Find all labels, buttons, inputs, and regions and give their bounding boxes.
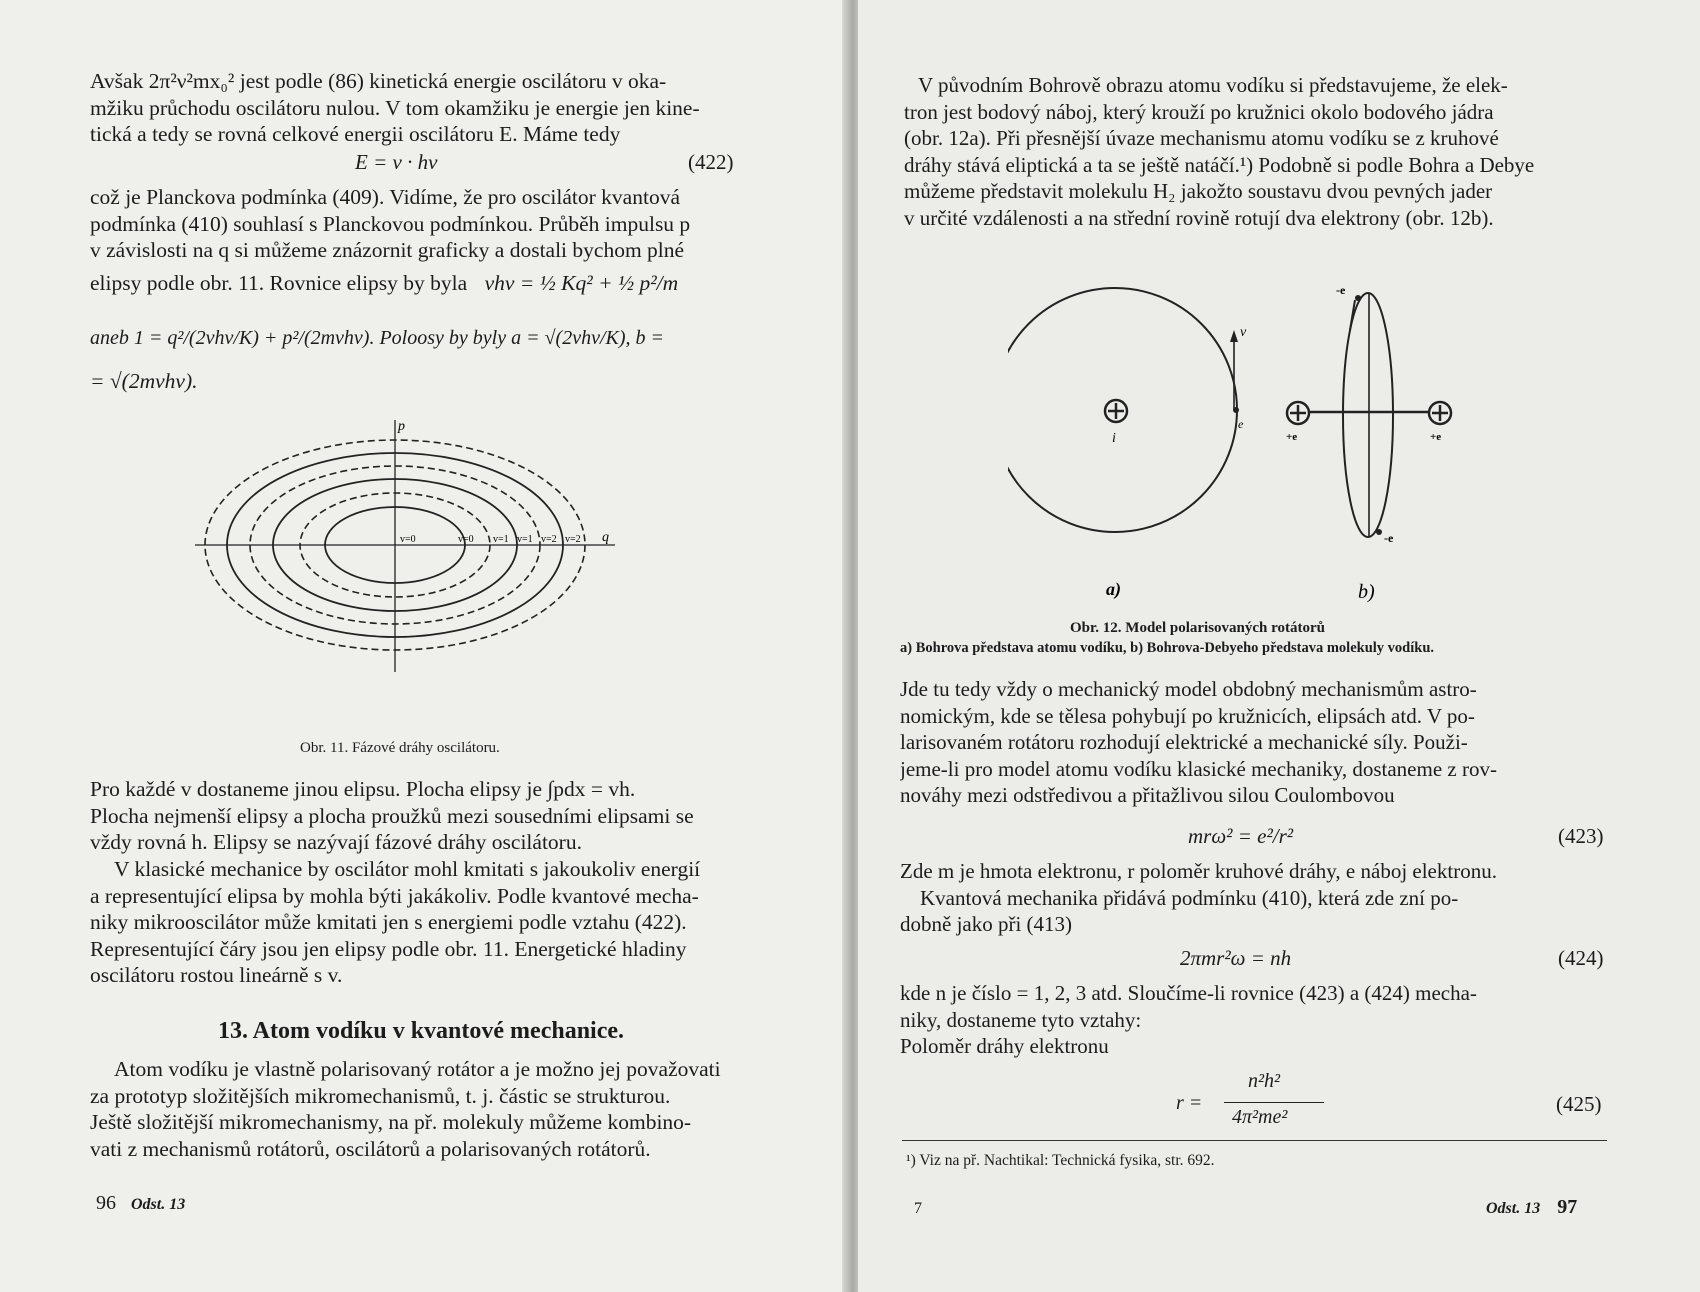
text-line: což je Planckova podmínka (409). Vidíme, že pro oscilátor kvantová	[90, 185, 680, 209]
b-equation: = √(2mvhν).	[90, 369, 198, 393]
label-v1: v=1	[517, 534, 533, 545]
figure-12-caption-text: a) Bohrova představa atomu vodíku, b) Bohrova-Debyeho představa molekuly vodíku.	[900, 640, 1435, 656]
label-v: v	[1240, 325, 1247, 340]
right-paragraph-1	[904, 72, 1610, 231]
label-i: i	[1112, 431, 1116, 446]
q-axis-label: q	[602, 530, 609, 545]
footnote-rule	[902, 1140, 1607, 1141]
ellipse-line-text: elipsy podle obr. 11. Rovnice elipsy by byla	[90, 271, 468, 295]
text-line: niky, dostaneme tyto vztahy:	[900, 1007, 1142, 1032]
text-line: Zde m je hmota elektronu, r poloměr kruhové dráhy, e náboj elektronu.	[900, 859, 1497, 883]
equation-number-423: (423)	[1558, 824, 1604, 848]
velocity-arrowhead	[1230, 330, 1238, 342]
text-line: V původním Bohrově obrazu atomu vodíku si představujeme, že elek-	[918, 73, 1508, 97]
ellipse-line	[90, 270, 678, 297]
figure-11-phase-orbits	[190, 410, 630, 680]
right-paragraph-2	[900, 676, 1608, 809]
left-paragraph-4	[90, 856, 740, 989]
text-line: za prototyp složitějších mikromechanismů, t. j. částic se strukturou.	[90, 1083, 671, 1108]
left-paragraph-5	[90, 1056, 740, 1162]
text-line: v závislosti na q si můžeme znázornit graficky a dostali bychom plné	[90, 238, 685, 262]
text-line: vati z mechanismů rotátorů, oscilátorů a polarisovaných rotátorů.	[90, 1136, 651, 1161]
right-paragraph-4	[900, 980, 1608, 1060]
text-line: dráhy stává eliptická a ta se ještě natáčí.¹) Podobně si podle Bohra a Debye	[904, 152, 1535, 177]
text-line: Avšak 2π²ν²mx₀² jest podle (86) kinetická energie oscilátoru v oka-	[90, 69, 667, 93]
label-v2: v=2	[565, 534, 581, 545]
text-line: Pro každé v dostaneme jinou elipsu. Plocha elipsy je ∫pdx = vh.	[90, 777, 636, 801]
left-paragraph-3	[90, 776, 740, 856]
figure-12-caption-title: Obr. 12. Model polarisovaných rotátorů	[1070, 620, 1326, 636]
text-line: podmínka (410) souhlasí s Planckovou podmínkou. Průběh impulsu p	[90, 211, 691, 236]
section-ref: Odst. 13	[131, 1196, 186, 1213]
text-line: tická a tedy se rovná celkové energii oscilátoru E. Máme tedy	[90, 122, 621, 146]
left-paragraph-2	[90, 184, 740, 264]
text-line: (obr. 12a). Při přesnější úvaze mechanismu atomu vodíku se z kruhové	[904, 126, 1499, 150]
text-line: niky mikrooscilátor může kmitati jen s energiemi podle vztahu (422).	[90, 910, 687, 934]
text-line: v určité vzdálenosti a na střední rovině rotují dva elektrony (obr. 12b).	[904, 205, 1494, 230]
text-line: nováhy mezi odstředivou a přitažlivou silou Coulombovou	[900, 783, 1395, 807]
electron-dot	[1233, 407, 1239, 413]
text-line: kde n je číslo = 1, 2, 3 atd. Sloučíme-li rovnice (423) a (424) mecha-	[900, 981, 1477, 1005]
equation-number-422: (422)	[688, 150, 734, 174]
figure-12-rotator-models	[1008, 280, 1488, 610]
label-plus-e-right: +e	[1430, 431, 1442, 443]
label-plus-e-left: +e	[1286, 431, 1298, 443]
signature-mark: 7	[914, 1200, 922, 1217]
page-number: 96	[96, 1192, 116, 1214]
aneb-line	[90, 325, 664, 352]
eq425-denominator: 4π²me²	[1232, 1106, 1288, 1128]
label-v0: v=0	[400, 534, 416, 545]
electron-top-dot	[1355, 295, 1361, 301]
text-line: Poloměr dráhy elektronu	[900, 1034, 1109, 1058]
label-minus-e-top: -e	[1336, 283, 1346, 297]
eq425-fraction-bar	[1224, 1102, 1324, 1103]
text-line: nomickým, kde se tělesa pohybují po kružnicích, elipsách atd. V po-	[900, 703, 1475, 728]
label-minus-e-bottom: -e	[1384, 531, 1394, 545]
sub-a-label: a)	[1106, 579, 1121, 599]
text-line: Kvantová mechanika přidává podmínku (410), která zde zní po-	[920, 885, 1459, 910]
electron-bottom-dot	[1376, 529, 1382, 535]
text-line: můžeme představit molekulu H₂ jakožto soustavu dvou pevných jader	[904, 179, 1493, 203]
equation-number-425: (425)	[1556, 1092, 1602, 1116]
text-line: Ještě složitější mikromechanismy, na př. molekuly můžeme kombino-	[90, 1110, 692, 1134]
left-folio	[96, 1192, 185, 1215]
text-line: Plocha nejmenší elipsy a plocha proužků mezi sousedními elipsami se	[90, 803, 694, 828]
text-line: mžiku průchodu oscilátoru nulou. V tom okamžiku je energie jen kine-	[90, 95, 700, 120]
eq425-numerator: n²h²	[1248, 1070, 1280, 1092]
equation-422: E = v · hν	[355, 150, 438, 174]
text-line: oscilátoru rostou lineárně s v.	[90, 963, 343, 987]
text-line: Atom vodíku je vlastně polarisovaný rotátor a je možno jej považovati	[114, 1057, 721, 1081]
text-line: Jde tu tedy vždy o mechanický model obdobný mechanismům astro-	[900, 677, 1477, 701]
right-paragraph-3	[900, 858, 1608, 938]
eq425-lhs: r =	[1176, 1092, 1203, 1114]
section-ref: Odst. 13	[1486, 1200, 1541, 1217]
b-line	[90, 368, 198, 395]
sub-b-label: b)	[1358, 581, 1375, 603]
text-line: a representující elipsa by mohla býti jakákoliv. Podle kvantové mecha-	[90, 883, 699, 908]
equation-423: mrω² = e²/r²	[1188, 824, 1294, 848]
figure-11-caption: Obr. 11. Fázové dráhy oscilátoru.	[300, 740, 500, 756]
text-line: dobně jako při (413)	[900, 912, 1073, 936]
label-v1: v=1	[493, 534, 509, 545]
right-page	[858, 0, 1700, 1292]
text-line: Representující čáry jsou jen elipsy podle obr. 11. Energetické hladiny	[90, 936, 687, 961]
section-heading: 13. Atom vodíku v kvantové mechanice.	[218, 1018, 625, 1044]
page-number: 97	[1557, 1196, 1578, 1218]
text-line: larisovaném rotátoru rozhodují elektrické a mechanické síly. Použi-	[900, 730, 1468, 754]
text-line: tron jest bodový náboj, který krouží po kružnici okolo bodového jádra	[904, 99, 1494, 124]
text-line: jeme-li pro model atomu vodíku klasické mechaniky, dostaneme z rov-	[900, 756, 1497, 781]
label-v0: v=0	[458, 534, 474, 545]
footnote: ¹) Viz na př. Nachtikal: Technická fysika, str. 692.	[906, 1152, 1215, 1169]
aneb-equation: aneb 1 = q²/(2vhν/K) + p²/(2mvhν). Poloosy by byly a = √(2vhν/K), b =	[90, 327, 665, 349]
text-line: vždy rovná h. Elipsy se nazývají fázové dráhy oscilátoru.	[90, 830, 582, 854]
equation-number-424: (424)	[1558, 946, 1604, 970]
right-folio	[1486, 1196, 1577, 1219]
left-paragraph-1	[90, 68, 740, 148]
label-e: e	[1238, 417, 1244, 431]
ellipse-equation: vhν = ½ Kq² + ½ p²/m	[484, 271, 679, 295]
text-line: V klasické mechanice by oscilátor mohl kmitati s jakoukoliv energií	[114, 857, 701, 881]
p-axis-label: p	[398, 419, 405, 434]
equation-424: 2πmr²ω = nh	[1180, 946, 1292, 970]
label-v2: v=2	[541, 534, 557, 545]
